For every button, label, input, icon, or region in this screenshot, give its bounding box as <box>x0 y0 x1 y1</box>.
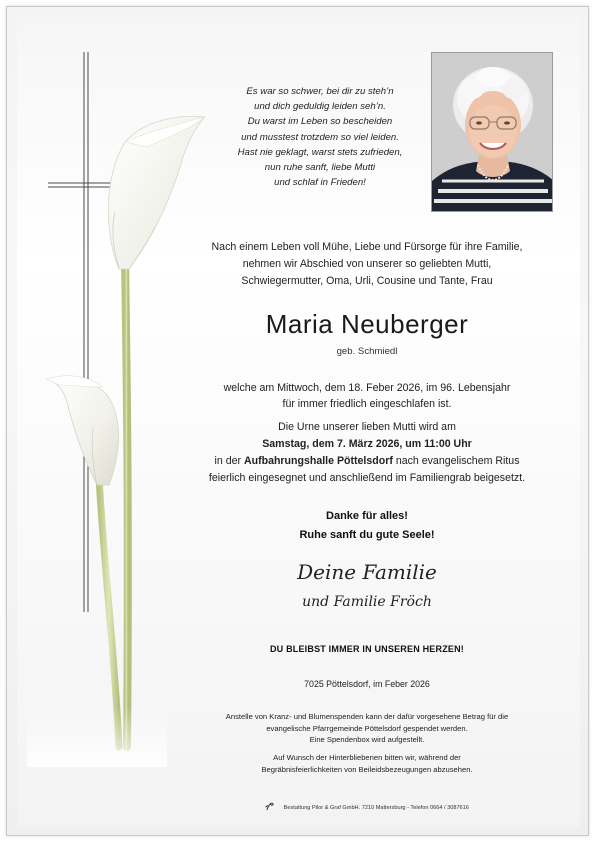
ceremony-line-4: feierlich eingesegnet und anschließend im Familiengrab beigesetzt. <box>208 472 526 484</box>
thanks-block <box>152 507 582 545</box>
funeral-home-logo-icon <box>265 802 274 813</box>
condolence-request <box>152 752 582 775</box>
ceremony-line-1: Die Urne unserer lieben Mutti wird am <box>278 421 456 433</box>
thanks-line-1: Danke für alles! <box>326 510 408 522</box>
deceased-name: Maria Neuberger <box>265 309 469 339</box>
poem-line: und schlaf in Frieden! <box>274 177 366 189</box>
donation-line: evangelische Pfarrgemeinde Pöttelsdorf gespendet werden. <box>266 723 468 733</box>
poem-line: nun ruhe sanft, liebe Mutti <box>264 162 376 174</box>
footer-text: Bestattung Pilor & Graf GmbH. 7210 Mattersburg - Telefon 0664 / 3087616 <box>283 804 469 811</box>
obituary-card <box>6 6 589 836</box>
poem-line: Es war so schwer, bei dir zu steh’n <box>246 86 394 97</box>
intro-text <box>152 239 582 290</box>
ceremony-location-suffix: nach evangelischem Ritus <box>395 455 520 467</box>
request-line: Auf Wunsch der Hinterbliebenen bitten wir, während der <box>273 753 461 762</box>
place-date: 7025 Pöttelsdorf, im Feber 2026 <box>304 679 430 689</box>
funeral-home-footer <box>152 802 582 813</box>
poem-line: Hast nie geklagt, warst stets zufrieden, <box>237 146 403 158</box>
thanks-line-2: Ruhe sanft du gute Seele! <box>299 529 435 541</box>
intro-line: Schwiegermutter, Oma, Urli, Cousine und Tante, Frau <box>241 275 493 287</box>
intro-line: nehmen wir Abschied von unserer so geliebten Mutti, <box>242 258 492 270</box>
request-line: Begräbnisfeierlichkeiten von Beileidsbezeugungen abzusehen. <box>261 764 473 774</box>
donation-note <box>152 711 582 746</box>
ceremony-date-time: Samstag, dem 7. März 2026, um 11:00 Uhr <box>262 438 472 450</box>
donation-line: Anstelle von Kranz- und Blumenspenden kann der dafür vorgesehene Betrag für die <box>225 712 509 721</box>
passing-info <box>152 380 582 412</box>
poem-line: und dich geduldig leiden seh’n. <box>254 101 386 113</box>
ceremony-location: Aufbahrungshalle Pöttelsdorf <box>243 455 393 467</box>
memorial-motto: DU BLEIBST IMMER IN UNSEREN HERZEN! <box>269 644 464 654</box>
family-signature: Deine Familie <box>297 560 437 584</box>
intro-line: Nach einem Leben voll Mühe, Liebe und Fürsorge für ihre Familie, <box>211 241 523 253</box>
donation-line: Eine Spendenbox wird aufgestellt. <box>309 735 425 744</box>
maiden-name: geb. Schmiedl <box>336 346 398 357</box>
portrait-photo <box>431 52 553 212</box>
poem <box>225 84 415 190</box>
ceremony-info <box>152 419 582 487</box>
poem-line: und musstest trotzdem so viel leiden. <box>241 131 399 143</box>
ceremony-location-line <box>152 453 582 470</box>
poem-line: Du warst im Leben so bescheiden <box>247 116 393 128</box>
ceremony-location-prefix: in der <box>214 455 241 467</box>
passing-line: welche am Mittwoch, dem 18. Feber 2026, im 96. Lebensjahr <box>223 382 511 394</box>
family-signature-sub: und Familie Fröch <box>302 594 432 610</box>
passing-line: für immer friedlich eingeschlafen ist. <box>282 398 452 410</box>
